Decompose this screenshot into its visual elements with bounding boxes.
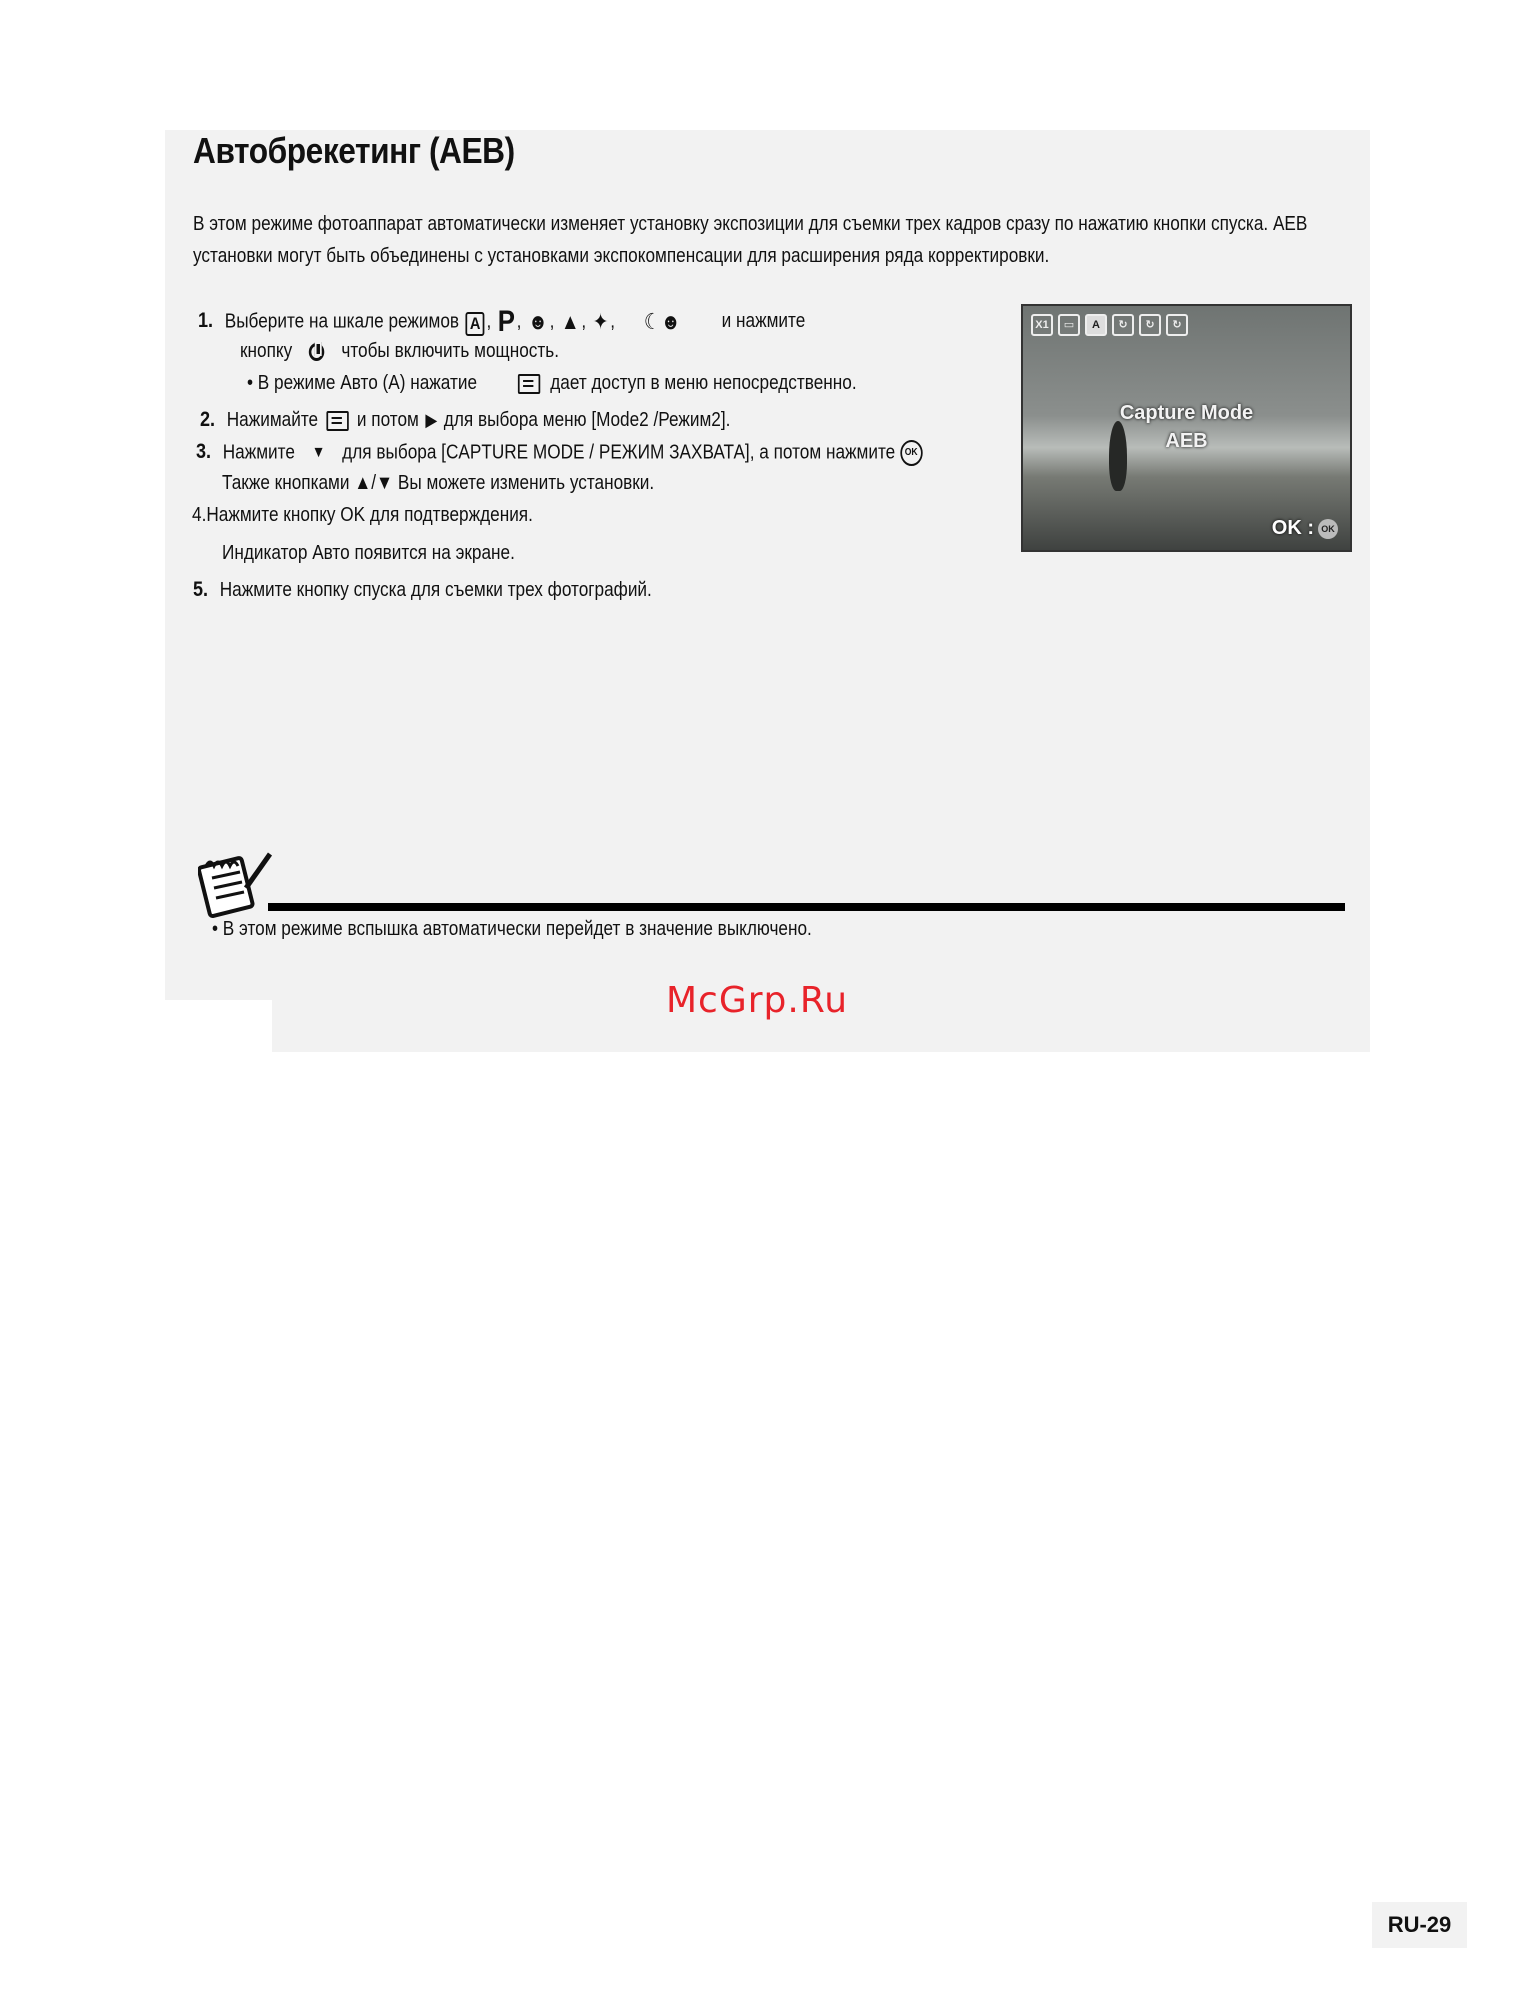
lcd-ok-label: OK : bbox=[1271, 517, 1314, 539]
note-pad-icon bbox=[198, 848, 276, 918]
lcd-timer-10-2-icon: ↻ bbox=[1166, 314, 1188, 336]
step-1-text: Выберите на шкале режимов bbox=[224, 310, 460, 333]
intro-paragraph: В этом режиме фотоаппарат автоматически изменяет установку экспозиции для съемки трех кадров сразу по нажатию кнопки спуска. AEB установки могут быть объединены с установками экспокомпенсации для расширения ряда корректировки. bbox=[193, 213, 1308, 267]
lcd-single-shot-icon: X1 bbox=[1031, 314, 1053, 336]
step-2-text-end: для выбора меню [Mode2 /Режим2]. bbox=[443, 409, 731, 431]
step-1-bullet bbox=[247, 372, 857, 395]
step-1-button-label: кнопку bbox=[240, 340, 293, 362]
page-number: RU-29 bbox=[1372, 1902, 1467, 1948]
step-2 bbox=[200, 408, 730, 432]
ok-button-icon: OK bbox=[900, 440, 922, 466]
watermark: McGrp.Ru bbox=[666, 980, 849, 1021]
step-5 bbox=[193, 578, 652, 602]
step-5-number: 5. bbox=[193, 578, 209, 601]
step-1-bullet-text: • В режиме Авто (A) нажатие bbox=[247, 372, 478, 394]
step-5-text: Нажмите кнопку спуска для съемки трех фотографий. bbox=[219, 579, 652, 601]
step-1-text-end: и нажмите bbox=[721, 310, 806, 333]
step-2-text: Нажимайте bbox=[226, 409, 319, 431]
menu-button-icon bbox=[518, 374, 540, 394]
lcd-timer-10-icon: ↻ bbox=[1139, 314, 1161, 336]
step-4-line-2: Индикатор Авто появится на экране. bbox=[222, 542, 515, 564]
step-2-number: 2. bbox=[200, 408, 216, 431]
power-icon bbox=[309, 343, 324, 361]
camera-lcd-screenshot bbox=[1021, 304, 1352, 552]
step-2-text-mid: и потом bbox=[356, 409, 419, 431]
mode-landscape-icon: ▲ bbox=[560, 309, 580, 334]
mode-sport-icon: ✦ bbox=[592, 309, 609, 334]
step-3-text-mid: для выбора [CAPTURE MODE / РЕЖИМ ЗАХВАТА], а потом нажмите bbox=[342, 441, 896, 464]
arrow-down-icon: ▼ bbox=[311, 444, 326, 461]
step-1-line-2 bbox=[240, 340, 559, 363]
step-3 bbox=[196, 440, 922, 466]
mode-portrait-icon: ☻ bbox=[527, 309, 548, 334]
mode-auto-icon: A bbox=[466, 309, 485, 336]
note-text: • В этом режиме вспышка автоматически перейдет в значение выключено. bbox=[212, 918, 812, 940]
lcd-continuous-icon: ▭ bbox=[1058, 314, 1080, 336]
lcd-timer-icon: ↻ bbox=[1112, 314, 1134, 336]
step-1-number: 1. bbox=[198, 309, 214, 333]
lcd-menu-value: AEB bbox=[1165, 430, 1208, 452]
step-4: 4.Нажмите кнопку OK для подтверждения. bbox=[192, 504, 533, 526]
step-3-line-2: Также кнопками ▲/▼ Вы можете изменить установки. bbox=[222, 472, 655, 494]
lcd-ok-icon: OK bbox=[1318, 519, 1338, 539]
lcd-ok-hint bbox=[1272, 517, 1338, 540]
step-1-power-text: чтобы включить мощность. bbox=[341, 340, 559, 362]
step-3-text: Нажмите bbox=[222, 441, 295, 464]
page-title: Автобрекетинг (AEB) bbox=[193, 130, 515, 171]
lcd-aeb-icon: A bbox=[1085, 314, 1107, 336]
step-1-bullet-text-end: дает доступ в меню непосредственно. bbox=[550, 372, 857, 394]
arrow-right-icon: ▶ bbox=[425, 410, 438, 431]
step-1-line-1: 1. Выберите на шкале режимов A , P, ☻, ▲, ✦, ☾☻ и нажмите bbox=[198, 305, 806, 338]
menu-button-icon bbox=[326, 411, 348, 431]
mode-program-icon: P bbox=[497, 305, 515, 338]
note-divider bbox=[268, 903, 1345, 911]
step-3-number: 3. bbox=[196, 440, 212, 464]
lcd-mode-icons bbox=[1031, 314, 1188, 336]
lcd-menu-title: Capture Mode bbox=[1119, 402, 1254, 424]
mode-night-portrait-icon: ☾☻ bbox=[643, 309, 681, 334]
